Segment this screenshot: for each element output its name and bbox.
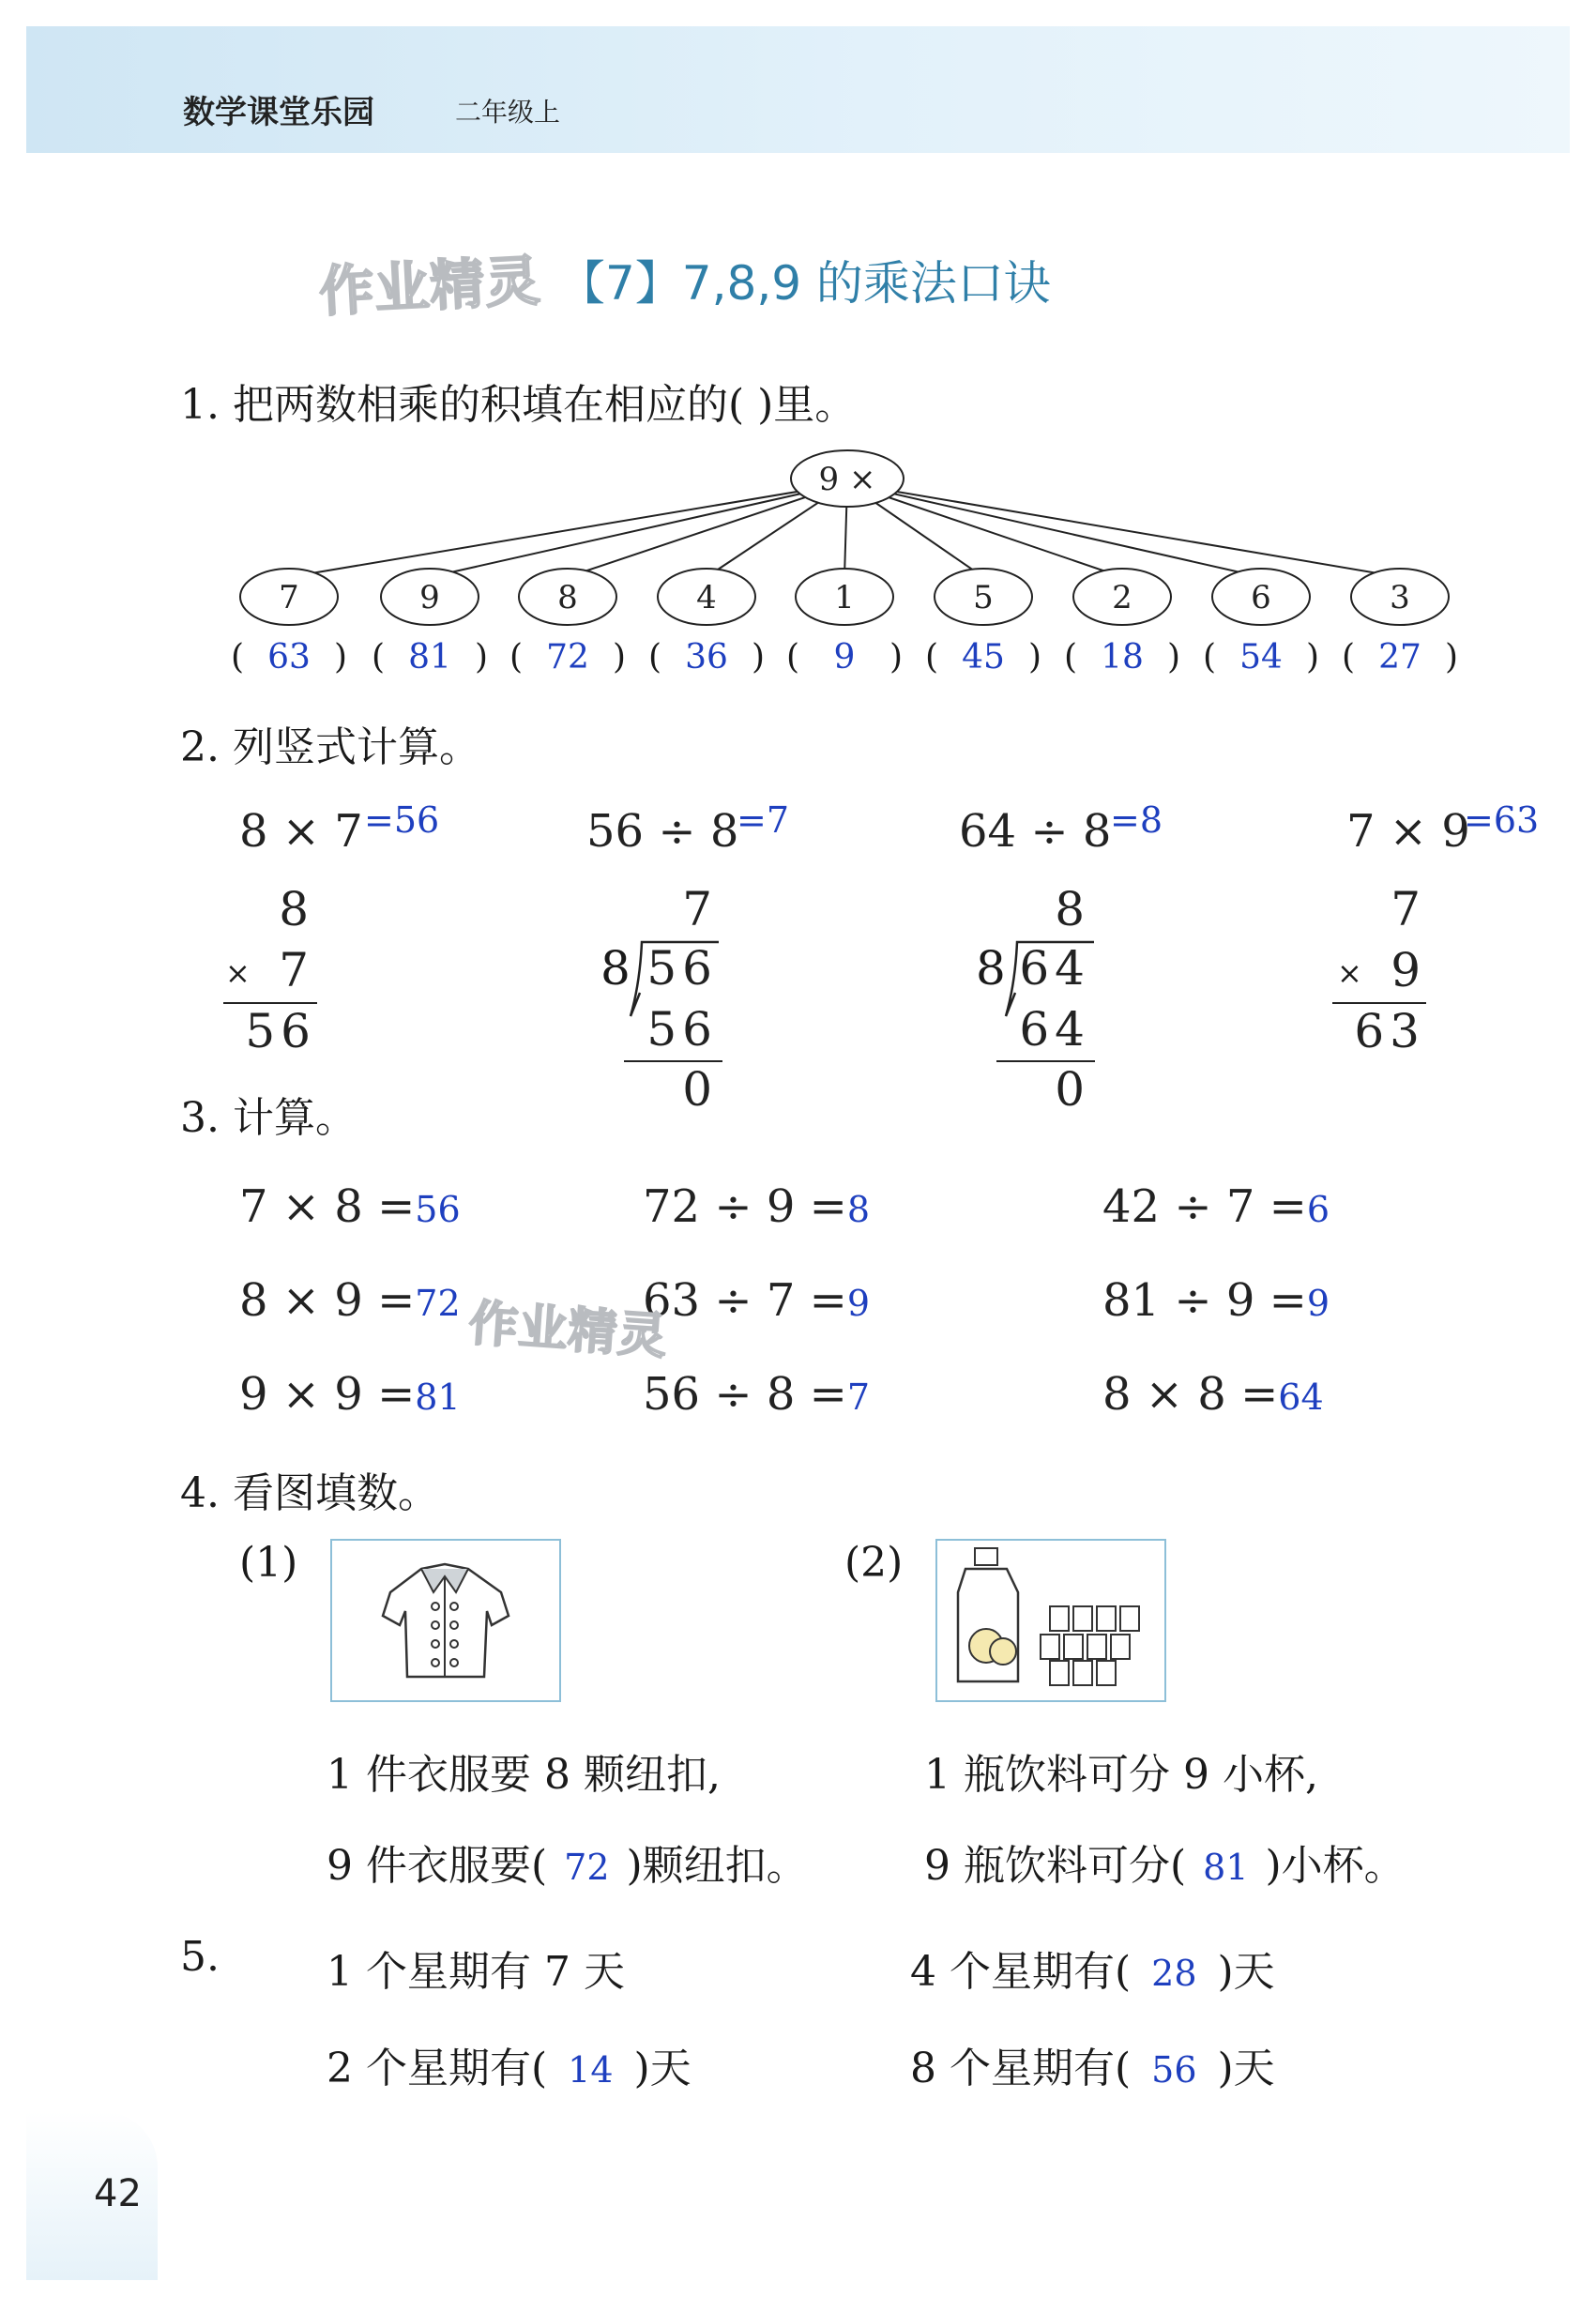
q1-answer-3: 72: [546, 638, 589, 677]
q1-node-label-3: 8: [557, 579, 578, 616]
cup-10: [1073, 1661, 1092, 1685]
q1-node-label-2: 9: [419, 579, 440, 616]
q3-expr-2: 72 ÷ 9 =: [643, 1180, 847, 1233]
q5-answer-3: 56: [1151, 2049, 1197, 2091]
q2-v1-second: 7: [279, 943, 314, 997]
q1-node-label-4: 4: [696, 579, 717, 616]
q2-v3-quotient: 8: [1055, 882, 1090, 936]
q1-answer-slot-4: [648, 638, 765, 677]
right-paren: ): [751, 638, 765, 677]
q1-node-label-5: 1: [834, 579, 855, 616]
q2-v2-quotient: 7: [682, 882, 718, 936]
bottle-and-cups-icon: [937, 1541, 1164, 1700]
cup-6: [1064, 1635, 1083, 1659]
q3-item-8: [643, 1368, 870, 1421]
q2-v1-result: 56: [245, 1004, 316, 1058]
q1-answer-slot-2: [372, 638, 488, 677]
q2-v1-op: ×: [225, 955, 251, 991]
cup-7: [1087, 1635, 1106, 1659]
right-paren: ): [1305, 638, 1319, 677]
right-paren: ): [333, 638, 347, 677]
right-paren: ): [474, 638, 488, 677]
q4-prompt: 4. 看图填数。: [180, 1469, 439, 1517]
q1-answer-5: 9: [833, 638, 856, 677]
q3-answer-2: 8: [846, 1189, 871, 1230]
q3-expr-3: 42 ÷ 7 =: [1102, 1180, 1307, 1233]
q5-item-3: 8 个星期有( 56 )天: [910, 2045, 1275, 2092]
q5-item-2: 2 个星期有( 14 )天: [327, 2045, 692, 2092]
q5-answer-2: 14: [568, 2049, 614, 2091]
q2-answer-2: =7: [737, 799, 790, 841]
watermark-2: 作业精灵: [466, 1295, 670, 1366]
q3-expr-4: 8 × 9 =: [239, 1274, 416, 1327]
q4-part1-line2-pre: 9 件衣服要(: [327, 1842, 548, 1890]
q2-v3-remainder: 0: [1055, 1062, 1090, 1117]
left-paren: (: [925, 638, 939, 677]
q3-prompt: 3. 计算。: [180, 1094, 357, 1142]
q2-v4-result: 63: [1354, 1004, 1425, 1058]
book-title: 数学课堂乐园: [183, 94, 374, 131]
q2-v2-remainder: 0: [682, 1062, 718, 1117]
right-paren: ): [889, 638, 903, 677]
q1-node-label-1: 7: [279, 579, 299, 616]
q1-node-label-7: 2: [1112, 579, 1132, 616]
q4-part1-line2-post: )颗纽扣。: [626, 1842, 808, 1890]
cup-8: [1111, 1635, 1130, 1659]
q3-answer-6: 9: [1306, 1283, 1330, 1324]
page-number: 42: [94, 2172, 142, 2215]
q2-answer-1: =56: [364, 799, 440, 841]
q1-answer-7: 18: [1101, 638, 1144, 677]
q4-part2-label: (2): [844, 1539, 904, 1587]
q1-answer-1: 63: [267, 638, 311, 677]
q3-item-2: [643, 1180, 870, 1233]
q3-answer-9: 64: [1278, 1377, 1324, 1418]
q2-v2-dividend: 56: [646, 941, 718, 996]
q4-part2-line2-post: )小杯。: [1265, 1842, 1406, 1890]
q1-connector-8: [847, 483, 1261, 577]
q3-expr-1: 7 × 8 =: [239, 1180, 416, 1233]
q3-item-6: [1102, 1274, 1330, 1327]
q1-answer-slot-7: [1064, 638, 1180, 677]
q2-expr-2: 56 ÷ 8: [586, 805, 739, 858]
q3-answer-5: 9: [846, 1283, 871, 1324]
shirt-image: [330, 1539, 561, 1702]
cup-5: [1041, 1635, 1059, 1659]
q1-answer-4: 36: [685, 638, 728, 677]
q2-v4-second: 9: [1391, 943, 1426, 997]
left-paren: (: [509, 638, 524, 677]
left-paren: (: [1203, 638, 1217, 677]
q3-expr-6: 81 ÷ 9 =: [1102, 1274, 1307, 1327]
q3-expr-5: 63 ÷ 7 =: [643, 1274, 847, 1327]
q2-expr-4: 7 × 9: [1346, 805, 1470, 858]
left-paren: (: [786, 638, 800, 677]
q4-part1-label: (1): [239, 1539, 298, 1587]
drink-image: [935, 1539, 1166, 1702]
cup-3: [1097, 1606, 1116, 1631]
cup-11: [1097, 1661, 1116, 1685]
q2-v4-op: ×: [1337, 955, 1362, 991]
q2-answer-4: =63: [1464, 799, 1540, 841]
q2-v4-top: 7: [1391, 882, 1426, 936]
left-paren: (: [1064, 638, 1078, 677]
right-paren: ): [1444, 638, 1458, 677]
q2-v2-divisor: 8: [600, 941, 631, 996]
q1-node-label-9: 3: [1390, 579, 1410, 616]
q1-answer-9: 27: [1378, 638, 1421, 677]
q1-answer-slot-9: [1342, 638, 1458, 677]
q3-item-3: [1102, 1180, 1330, 1233]
q1-connector-2: [430, 483, 847, 577]
q3-item-5: [643, 1274, 870, 1327]
q1-answer-2: 81: [408, 638, 451, 677]
left-paren: (: [372, 638, 386, 677]
left-paren: (: [648, 638, 662, 677]
q1-connector-9: [847, 483, 1400, 577]
q1-tree-diagram: [0, 0, 1596, 713]
q1-answer-slot-5: [786, 638, 903, 677]
lesson-title: 【7】7,8,9 的乘法口诀: [558, 256, 1051, 311]
q1-connector-1: [289, 483, 847, 577]
q3-answer-8: 7: [846, 1377, 871, 1418]
right-paren: ): [612, 638, 626, 677]
cup-9: [1050, 1661, 1069, 1685]
q3-answer-4: 72: [415, 1283, 461, 1324]
q1-answer-6: 45: [962, 638, 1005, 677]
q4-part2-line2: [924, 1832, 1406, 1892]
q3-item-1: [239, 1180, 461, 1233]
cup-4: [1120, 1606, 1139, 1631]
q1-answer-slot-1: [231, 638, 347, 677]
q1-answer-slot-8: [1203, 638, 1319, 677]
q5-answer-1: 28: [1151, 1953, 1197, 1994]
q2-prompt: 2. 列竖式计算。: [180, 723, 480, 771]
q4-part2-answer: 81: [1203, 1847, 1249, 1888]
q3-item-9: [1102, 1368, 1324, 1421]
shirt-icon: [332, 1541, 559, 1700]
q3-answer-7: 81: [415, 1377, 461, 1418]
q4-part2-line1: 1 瓶饮料可分 9 小杯,: [924, 1751, 1318, 1799]
q2-expr-3: 64 ÷ 8: [959, 805, 1112, 858]
q1-answer-slot-6: [925, 638, 1041, 677]
q1-answer-slot-3: [509, 638, 626, 677]
right-paren: ): [1027, 638, 1041, 677]
q2-v1-top: 8: [279, 882, 314, 936]
left-paren: (: [1342, 638, 1356, 677]
q5-number: 5.: [180, 1933, 220, 1981]
q1-node-label-8: 6: [1251, 579, 1271, 616]
q1-answer-8: 54: [1239, 638, 1283, 677]
q1-root-label: 9 ×: [818, 461, 876, 498]
cup-1: [1050, 1606, 1069, 1631]
q4-part2-line2-pre: 9 瓶饮料可分(: [924, 1842, 1187, 1890]
q2-v3-dividend: 64: [1019, 941, 1090, 996]
q4-part1-line1: 1 件衣服要 8 颗纽扣,: [327, 1751, 721, 1799]
q5-given: 1 个星期有 7 天: [327, 1948, 625, 1996]
q4-part1-line2: [327, 1832, 808, 1892]
q2-expr-1: 8 × 7: [239, 805, 363, 858]
watermark: 作业精灵: [317, 248, 542, 325]
cup-2: [1073, 1606, 1092, 1631]
q3-expr-9: 8 × 8 =: [1102, 1368, 1279, 1421]
q2-v3-product: 64: [1019, 1002, 1090, 1057]
q4-part1-answer: 72: [564, 1847, 610, 1888]
q2-answer-3: =8: [1110, 799, 1163, 841]
q3-answer-1: 56: [415, 1189, 461, 1230]
q2-v2-product: 56: [646, 1002, 718, 1057]
q3-item-7: [239, 1368, 461, 1421]
q2-v3-divisor: 8: [976, 941, 1006, 996]
q3-expr-8: 56 ÷ 8 =: [643, 1368, 847, 1421]
q3-item-4: [239, 1274, 461, 1327]
left-paren: (: [231, 638, 245, 677]
q3-answer-3: 6: [1306, 1189, 1330, 1230]
q5-item-1: 4 个星期有( 28 )天: [910, 1948, 1275, 1996]
grade-label: 二年级上: [455, 97, 561, 128]
right-paren: ): [1166, 638, 1180, 677]
q1-node-label-6: 5: [973, 579, 994, 616]
q1-prompt: 1. 把两数相乘的积填在相应的( )里。: [180, 381, 857, 429]
q3-expr-7: 9 × 9 =: [239, 1368, 416, 1421]
